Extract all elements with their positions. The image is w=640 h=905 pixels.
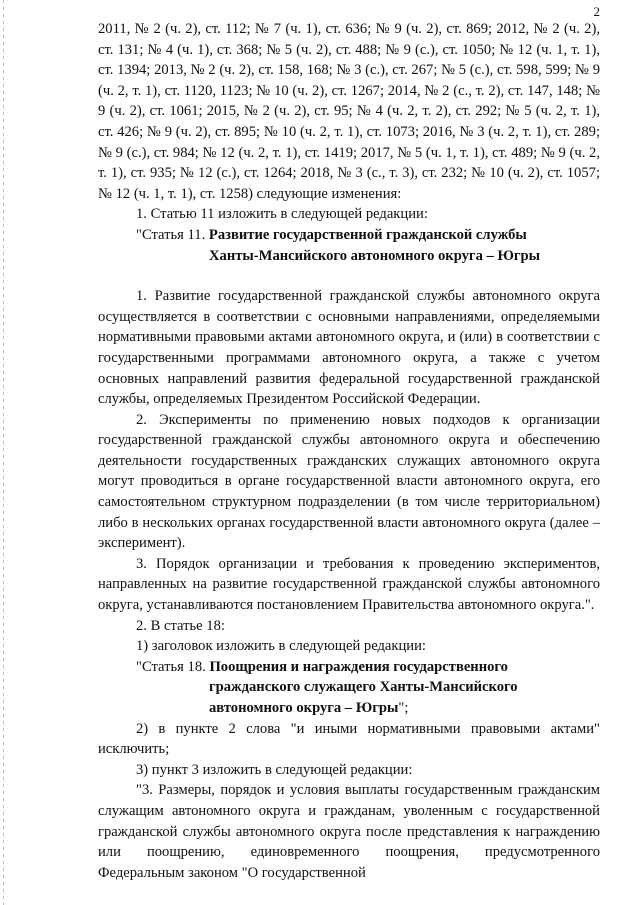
amendment-item-2-1: 1) заголовок изложить в следующей редакции: (136, 638, 426, 655)
article-11-prefix: "Статья 11. (136, 226, 209, 243)
page-number: 2 (593, 4, 600, 19)
article-11-title-line1: Развитие государственной гражданской службы (208, 226, 527, 243)
article-18-title-line1: Поощрения и награждения государственного (209, 658, 508, 675)
article-18-title-line2: гражданского служащего Ханты-Мансийского (209, 679, 518, 696)
article-11-paragraph-3: 3. Порядок организации и требования к проведению экспериментов, направленных на развитие государственной гражданской службы автономного округа, устанавливаются постановлением Правительства автономного округа.". (98, 555, 600, 614)
amendment-item-1: 1. Статью 11 изложить в следующей редакции: (136, 206, 428, 223)
article-18-title-line3: автономного округа – Югры (209, 700, 399, 716)
article-11-title-line2: Ханты-Мансийского автономного округа – Югры (209, 247, 541, 264)
amendment-item-2: 2. В статье 18: (136, 617, 225, 634)
intro-paragraph: 2011, № 2 (ч. 2), ст. 112; № 7 (ч. 1), ст. 636; № 9 (ч. 2), ст. 869; 2012, № 2 (ч. 2), ст. 131; № 4 (ч. 1), ст. 368; № 5 (ч. 2), ст. 488; № 9 (с.), ст. 1050; № 12 (ч. 1, т. 1), ст. 1394; 2013, № 2 (ч. 2), ст. 158, 168; № 3 (с.), ст. 267; № 5 (с.), ст. 598, 599; № 9 (ч. 2, т. 1), ст. 1120, 1123; № 10 (ч. 2), ст. 1267; 2014, № 2 (с., т. 2), ст. 147, 148; № 9 (ч. 2), ст. 1061; 2015, № 2 (ч. 2), ст. 95; № 4 (ч. 2, т. 2), ст. 292; № 5 (ч. 2, т. 1), ст. 426; № 9 (ч. 2), ст. 895; № 10 (ч. 2, т. 1), ст. 1073; 2016, № 3 (ч. 2, т. 1), ст. 289; № 9 (с.), ст. 984; № 12 (ч. 2, т. 1), ст. 1419; 2017, № 5 (ч. 1, т. 1), ст. 489; № 9 (ч. 2, т. 1), ст. 935; № 12 (с.), ст. 1264; 2018, № 3 (с., т. 3), ст. 232; № 10 (ч. 2), ст. 1057; № 12 (ч. 1, т. 1), ст. 1258) следующие изменения: (98, 21, 600, 202)
document-body (98, 19, 600, 883)
amendment-item-2-2: 2) в пункте 2 слова "и иными нормативными правовыми актами" исключить; (98, 720, 600, 758)
article-11-heading (98, 225, 600, 266)
amendment-item-2-3: 3) пункт 3 изложить в следующей редакции: (136, 761, 413, 778)
article-11-paragraph-1: 1. Развитие государственной гражданской службы автономного округа осуществляется в соответствии с основными направлениями, определяемыми нормативными правовыми актами автономного округа, и (или) в соответствии с государственными программами автономного округа, а также с учетом основных направлений развития федеральной государственной гражданской службы, определяемых Президентом Российской Федерации. (98, 288, 600, 408)
article-18-suffix: "; (398, 700, 409, 716)
article-18-heading (98, 657, 600, 719)
article-11-paragraph-2: 2. Эксперименты по применению новых подходов к организации государственной гражданской службы автономного округа и обеспечению деятельности государственных гражданских служащих автономного округа могут проводиться в органе государственной власти автономного округа, его самостоятельном структурном подразделении (в том числе территориальном) либо в нескольких органах государственной власти автономного округа (далее – эксперимент). (98, 411, 600, 552)
amendment-item-2-3-text: "3. Размеры, порядок и условия выплаты государственным гражданским служащим автономного округа и гражданам, уволенным с государственной гражданской службы автономного округа после представления к награждению или поощрению, единовременного поощрения, предусмотренного Федеральным законом "О государственной (98, 782, 600, 881)
scan-edge-line (3, 0, 4, 905)
article-18-prefix: "Статья 18. (136, 658, 210, 675)
